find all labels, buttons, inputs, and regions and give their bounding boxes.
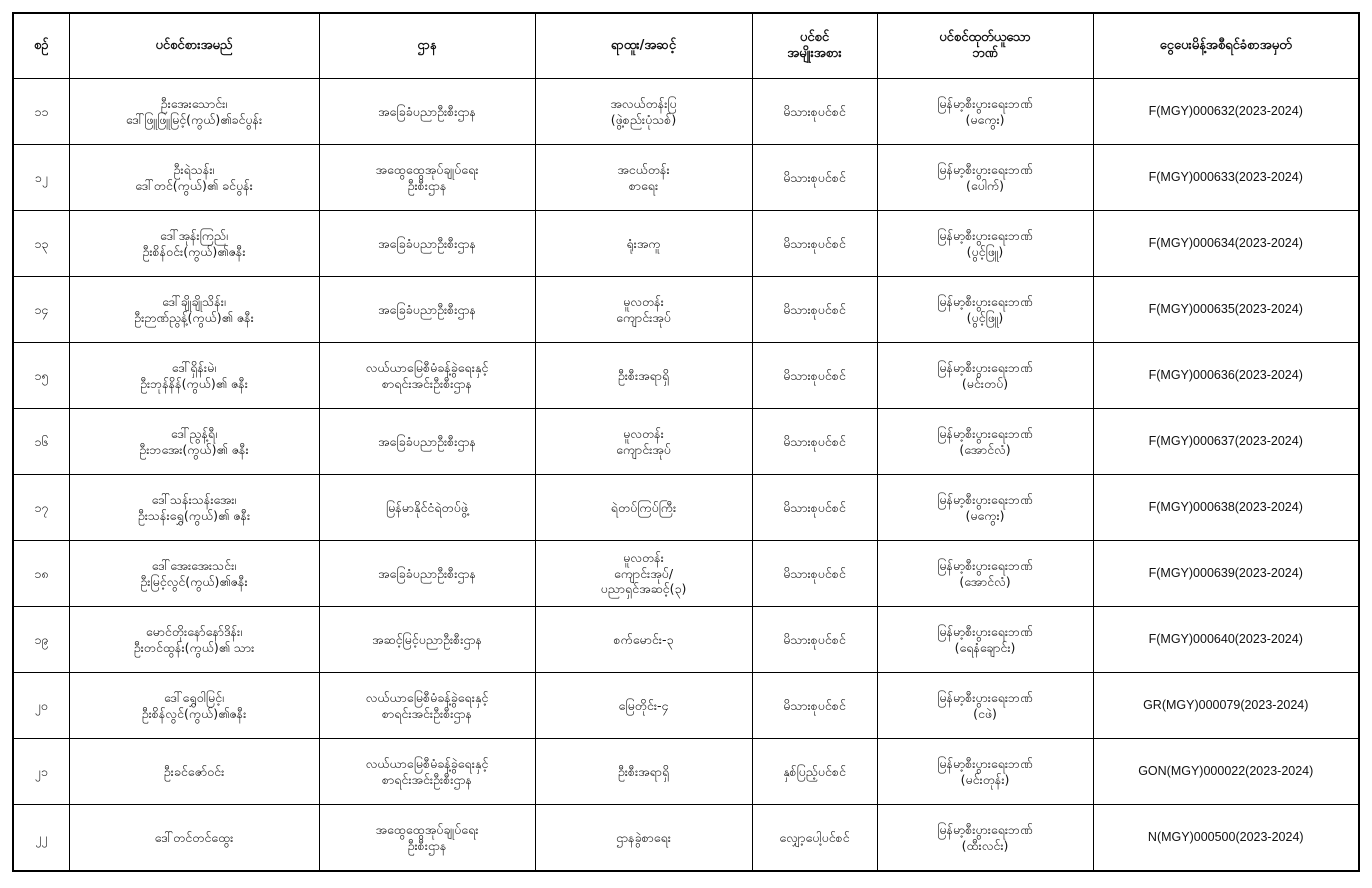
cell-no: ၁၇ — [13, 475, 69, 541]
cell-department — [319, 145, 535, 211]
cell-no: ၂၀ — [13, 673, 69, 739]
cell-reference: N(MGY)000500(2023-2024) — [1093, 805, 1359, 872]
table-row — [13, 805, 1359, 872]
cell-rank-line: မူလတန်း — [623, 550, 664, 566]
cell-rank — [535, 409, 752, 475]
cell-pension-type — [752, 541, 877, 607]
cell-rank-line: ဌာနခွဲစာရေး — [616, 829, 671, 845]
table-row — [13, 541, 1359, 607]
cell-bank-line: (ရေနံချောင်း) — [954, 639, 1016, 655]
cell-bank-line: (ပွင့်ဖြူ) — [966, 243, 1004, 259]
cell-rank-line: မြေတိုင်း-၄ — [618, 697, 669, 713]
cell-bank — [877, 343, 1093, 409]
cell-pension-type — [752, 673, 877, 739]
cell-bank — [877, 739, 1093, 805]
cell-pension-type-line: မိသားစုပင်စင် — [783, 103, 846, 119]
cell-reference: F(MGY)000638(2023-2024) — [1093, 475, 1359, 541]
cell-bank-line: (ပွင့်ဖြူ) — [966, 309, 1004, 325]
header-name: ပင်စင်စားအမည် — [69, 13, 319, 79]
cell-department-line: စာရင်းအင်းဦးစီးဌာန — [382, 771, 472, 787]
cell-rank — [535, 211, 752, 277]
cell-rank-line: စာရေး — [628, 177, 659, 193]
cell-department — [319, 805, 535, 872]
table-row — [13, 211, 1359, 277]
cell-pensioner-name-line: ဒေါ်ဖြူဖြူမြင့်(ကွယ်)၏ခင်ပွန်း — [125, 111, 263, 127]
table-row — [13, 145, 1359, 211]
cell-rank — [535, 607, 752, 673]
cell-rank-line: ရဲတပ်ကြပ်ကြီး — [610, 499, 677, 515]
cell-rank-line: မူလတန်း — [623, 425, 664, 441]
cell-pension-type-line: မိသားစုပင်စင် — [783, 499, 846, 515]
table-row — [13, 79, 1359, 145]
cell-department-line: လယ်ယာမြေစီမံခန့်ခွဲရေးနှင့် — [365, 755, 489, 771]
cell-department — [319, 409, 535, 475]
cell-bank — [877, 607, 1093, 673]
cell-bank-line: မြန်မာ့စီးပွားရေးဘဏ် — [937, 161, 1033, 177]
cell-department — [319, 739, 535, 805]
cell-pensioner-name-line: ဦးရဲသန်း၊ — [173, 161, 215, 177]
header-row — [13, 13, 1359, 79]
cell-no: ၁၁ — [13, 79, 69, 145]
header-bank: ပင်စင်ထုတ်ယူသော ဘဏ် — [877, 13, 1093, 79]
cell-reference: F(MGY)000632(2023-2024) — [1093, 79, 1359, 145]
cell-pensioner-name — [69, 805, 319, 872]
header-no: စဉ် — [13, 13, 69, 79]
header-department: ဌာန — [319, 13, 535, 79]
cell-no: ၁၈ — [13, 541, 69, 607]
cell-rank-line: ကျောင်းအုပ် — [616, 309, 671, 325]
cell-pension-type — [752, 409, 877, 475]
cell-pensioner-name — [69, 145, 319, 211]
cell-rank — [535, 277, 752, 343]
cell-rank — [535, 145, 752, 211]
cell-pensioner-name-line: မောင်တိုးနော်နော်ဒိန်း၊ — [145, 623, 243, 639]
cell-rank — [535, 673, 752, 739]
cell-rank-line: ကျောင်းအုပ် — [616, 441, 671, 457]
pension-table — [12, 12, 1360, 872]
cell-bank-line: မြန်မာ့စီးပွားရေးဘဏ် — [937, 623, 1033, 639]
cell-pensioner-name — [69, 277, 319, 343]
cell-bank — [877, 541, 1093, 607]
cell-rank-line: ဦးစီးအရာရှိ — [617, 367, 670, 383]
cell-pension-type — [752, 79, 877, 145]
cell-pensioner-name-line: ဒေါ်ရွှေဝါမြင့်၊ — [164, 689, 224, 705]
cell-pension-type — [752, 277, 877, 343]
table-row — [13, 739, 1359, 805]
cell-pensioner-name — [69, 409, 319, 475]
cell-pensioner-name — [69, 79, 319, 145]
cell-department-line: အခြေခံပညာဦးစီးဌာန — [378, 235, 476, 251]
cell-pension-type-line: မိသားစုပင်စင် — [783, 235, 846, 251]
cell-reference: F(MGY)000640(2023-2024) — [1093, 607, 1359, 673]
cell-rank-line: ရုံးအကူ — [626, 235, 661, 251]
cell-bank — [877, 409, 1093, 475]
cell-reference: F(MGY)000639(2023-2024) — [1093, 541, 1359, 607]
cell-bank-line: (မင်းတပ်) — [961, 375, 1009, 391]
cell-bank — [877, 277, 1093, 343]
cell-department-line: ဦးစီးဌာန — [407, 177, 447, 193]
cell-department — [319, 277, 535, 343]
cell-rank-line: ကျောင်းအုပ်/ — [613, 565, 674, 581]
cell-pensioner-name — [69, 673, 319, 739]
cell-pension-type — [752, 145, 877, 211]
cell-rank — [535, 475, 752, 541]
cell-reference: F(MGY)000636(2023-2024) — [1093, 343, 1359, 409]
cell-pensioner-name — [69, 541, 319, 607]
cell-department-line: အထွေထွေအုပ်ချုပ်ရေး — [375, 161, 479, 177]
cell-pensioner-name-line: ဦးဘုန်နိန်(ကွယ်)၏ ဇနီး — [140, 375, 248, 391]
cell-pensioner-name — [69, 475, 319, 541]
cell-bank-line: မြန်မာ့စီးပွားရေးဘဏ် — [937, 425, 1033, 441]
cell-pensioner-name-line: ဦးတင်ထွန်း(ကွယ်)၏ သား — [133, 639, 255, 655]
cell-pension-type — [752, 343, 877, 409]
cell-bank-line: မြန်မာ့စီးပွားရေးဘဏ် — [937, 227, 1033, 243]
cell-pensioner-name-line: ဒေါ်ချိုချိုသိန်း၊ — [162, 293, 226, 309]
cell-no: ၁၄ — [13, 277, 69, 343]
cell-bank-line: (မင်းတုန်း) — [960, 771, 1010, 787]
table-row — [13, 409, 1359, 475]
cell-pension-type-line: လျှော့ပေါ့ပင်စင် — [779, 829, 850, 845]
cell-no: ၂၂ — [13, 805, 69, 872]
cell-rank-line: စက်မောင်း-၃ — [613, 631, 674, 647]
cell-no: ၁၃ — [13, 211, 69, 277]
cell-no: ၁၉ — [13, 607, 69, 673]
cell-department — [319, 343, 535, 409]
cell-pension-type-line: နှစ်ပြည့်ပင်စင် — [783, 763, 846, 779]
cell-department-line: အခြေခံပညာဦးစီးဌာန — [378, 565, 476, 581]
cell-rank — [535, 739, 752, 805]
cell-bank — [877, 805, 1093, 872]
cell-pensioner-name-line: ဦးစိန်လွင်(ကွယ်)၏ဇနီး — [141, 705, 247, 721]
table-row — [13, 673, 1359, 739]
cell-department-line: အခြေခံပညာဦးစီးဌာန — [378, 301, 476, 317]
cell-rank — [535, 541, 752, 607]
cell-no: ၂၁ — [13, 739, 69, 805]
cell-pensioner-name — [69, 739, 319, 805]
cell-rank-line: အလယ်တန်းပြ — [610, 95, 677, 111]
cell-bank-line: (မကွေး) — [965, 507, 1005, 523]
cell-pension-type — [752, 607, 877, 673]
cell-pension-type — [752, 739, 877, 805]
cell-pensioner-name-line: ဦးဉာဏ်ညွန့်(ကွယ်)၏ ဇနီး — [134, 309, 254, 325]
cell-rank-line: ဦးစီးအရာရှိ — [617, 763, 670, 779]
cell-pensioner-name-line: ဒေါ်အေးအေးသင်း၊ — [151, 557, 237, 573]
cell-pensioner-name-line: ဒေါ်သန်းသန်းအေး၊ — [151, 491, 237, 507]
cell-pension-type-line: မိသားစုပင်စင် — [783, 433, 846, 449]
cell-pension-type-line: မိသားစုပင်စင် — [783, 367, 846, 383]
table-row — [13, 277, 1359, 343]
cell-pensioner-name-line: ဒေါ်တင်တင်ထွေး — [154, 829, 234, 845]
cell-bank-line: မြန်မာ့စီးပွားရေးဘဏ် — [937, 95, 1033, 111]
cell-department — [319, 211, 535, 277]
cell-pension-type-line: မိသားစုပင်စင် — [783, 301, 846, 317]
header-reference: ငွေပေးမိန့်အစီရင်ခံစာအမှတ် — [1093, 13, 1359, 79]
cell-rank-line: မူလတန်း — [623, 293, 664, 309]
cell-bank-line: (အောင်လံ) — [959, 573, 1011, 589]
cell-rank — [535, 805, 752, 872]
cell-reference: F(MGY)000635(2023-2024) — [1093, 277, 1359, 343]
cell-department-line: လယ်ယာမြေစီမံခန့်ခွဲရေးနှင့် — [365, 689, 489, 705]
cell-bank — [877, 79, 1093, 145]
cell-bank — [877, 211, 1093, 277]
cell-bank-line: မြန်မာ့စီးပွားရေးဘဏ် — [937, 491, 1033, 507]
cell-no: ၁၂ — [13, 145, 69, 211]
table-body — [13, 79, 1359, 872]
cell-department — [319, 607, 535, 673]
cell-department-line: အခြေခံပညာဦးစီးဌာန — [378, 433, 476, 449]
cell-bank — [877, 673, 1093, 739]
cell-no: ၁၅ — [13, 343, 69, 409]
table-row — [13, 607, 1359, 673]
cell-department-line: ဦးစီးဌာန — [407, 837, 447, 853]
cell-pensioner-name — [69, 607, 319, 673]
cell-pension-type-line: မိသားစုပင်စင် — [783, 565, 846, 581]
cell-department — [319, 541, 535, 607]
cell-reference: GR(MGY)000079(2023-2024) — [1093, 673, 1359, 739]
cell-rank — [535, 79, 752, 145]
cell-pensioner-name-line: ဦးဘအေး(ကွယ်)၏ ဇနီး — [139, 441, 249, 457]
cell-pensioner-name-line: ဦးအေးသောင်း၊ — [160, 95, 228, 111]
cell-pensioner-name-line: ဦးမြင့်လွင်(ကွယ်)၏ဇနီး — [140, 573, 248, 589]
cell-bank-line: (ထီးလင်း) — [961, 837, 1009, 853]
cell-pension-type-line: မိသားစုပင်စင် — [783, 631, 846, 647]
cell-reference: GON(MGY)000022(2023-2024) — [1093, 739, 1359, 805]
cell-bank-line: (မကွေး) — [965, 111, 1005, 127]
cell-pensioner-name-line: ဦးခင်ဇော်ဝင်း — [163, 763, 225, 779]
cell-pension-type — [752, 475, 877, 541]
cell-pensioner-name-line: ဒေါ်ရှိန်းမဲ၊ — [171, 359, 217, 375]
cell-bank-line: မြန်မာ့စီးပွားရေးဘဏ် — [937, 557, 1033, 573]
cell-pensioner-name-line: ဦးသန်းရွှေ(ကွယ်)၏ ဇနီး — [137, 507, 251, 523]
cell-pensioner-name-line: ဒေါ်တင်(ကွယ်)၏ ခင်ပွန်း — [135, 177, 253, 193]
cell-pensioner-name-line: ဦးစိန်ဝင်း(ကွယ်)၏ဇနီး — [142, 243, 246, 259]
cell-reference: F(MGY)000633(2023-2024) — [1093, 145, 1359, 211]
cell-pensioner-name — [69, 343, 319, 409]
cell-bank-line: မြန်မာ့စီးပွားရေးဘဏ် — [937, 689, 1033, 705]
cell-department — [319, 475, 535, 541]
header-pension-type: ပင်စင် အမျိုးအစား — [752, 13, 877, 79]
cell-department-line: အဆင့်မြင့်ပညာဦးစီးဌာန — [372, 631, 482, 647]
cell-pension-type-line: မိသားစုပင်စင် — [783, 697, 846, 713]
cell-bank-line: မြန်မာ့စီးပွားရေးဘဏ် — [937, 359, 1033, 375]
cell-department-line: စာရင်းအင်းဦးစီးဌာန — [382, 375, 472, 391]
cell-bank-line: မြန်မာ့စီးပွားရေးဘဏ် — [937, 293, 1033, 309]
cell-department-line: မြန်မာနိုင်ငံရဲတပ်ဖွဲ့ — [386, 499, 468, 515]
table-row — [13, 475, 1359, 541]
cell-pension-type — [752, 211, 877, 277]
cell-pensioner-name-line: ဒေါ်ညွန့်ရီ၊ — [170, 425, 218, 441]
cell-pension-type — [752, 805, 877, 872]
cell-rank-line: ပညာရှင်အဆင့်(၃) — [600, 581, 687, 597]
cell-department-line: အထွေထွေအုပ်ချုပ်ရေး — [375, 821, 479, 837]
cell-pensioner-name — [69, 211, 319, 277]
cell-rank-line: အငယ်တန်း — [617, 161, 670, 177]
cell-department-line: စာရင်းအင်းဦးစီးဌာန — [382, 705, 472, 721]
header-rank: ရာထူး/အဆင့် — [535, 13, 752, 79]
cell-pension-type-line: မိသားစုပင်စင် — [783, 169, 846, 185]
cell-department-line: အခြေခံပညာဦးစီးဌာန — [378, 103, 476, 119]
cell-bank-line: (ပေါက်) — [965, 177, 1005, 193]
cell-bank — [877, 145, 1093, 211]
cell-reference: F(MGY)000634(2023-2024) — [1093, 211, 1359, 277]
cell-department — [319, 79, 535, 145]
table-row — [13, 343, 1359, 409]
cell-department — [319, 673, 535, 739]
cell-rank-line: (ဖွဲ့စည်းပုံသစ်) — [610, 111, 677, 127]
cell-bank-line: (အောင်လံ) — [959, 441, 1011, 457]
cell-no: ၁၆ — [13, 409, 69, 475]
cell-bank — [877, 475, 1093, 541]
cell-bank-line: မြန်မာ့စီးပွားရေးဘဏ် — [937, 821, 1033, 837]
cell-bank-line: (ငဖဲ) — [973, 705, 997, 721]
cell-rank — [535, 343, 752, 409]
cell-department-line: လယ်ယာမြေစီမံခန့်ခွဲရေးနှင့် — [365, 359, 489, 375]
cell-bank-line: မြန်မာ့စီးပွားရေးဘဏ် — [937, 755, 1033, 771]
cell-reference: F(MGY)000637(2023-2024) — [1093, 409, 1359, 475]
cell-pensioner-name-line: ဒေါ်အုန်းကြည်၊ — [160, 227, 228, 243]
